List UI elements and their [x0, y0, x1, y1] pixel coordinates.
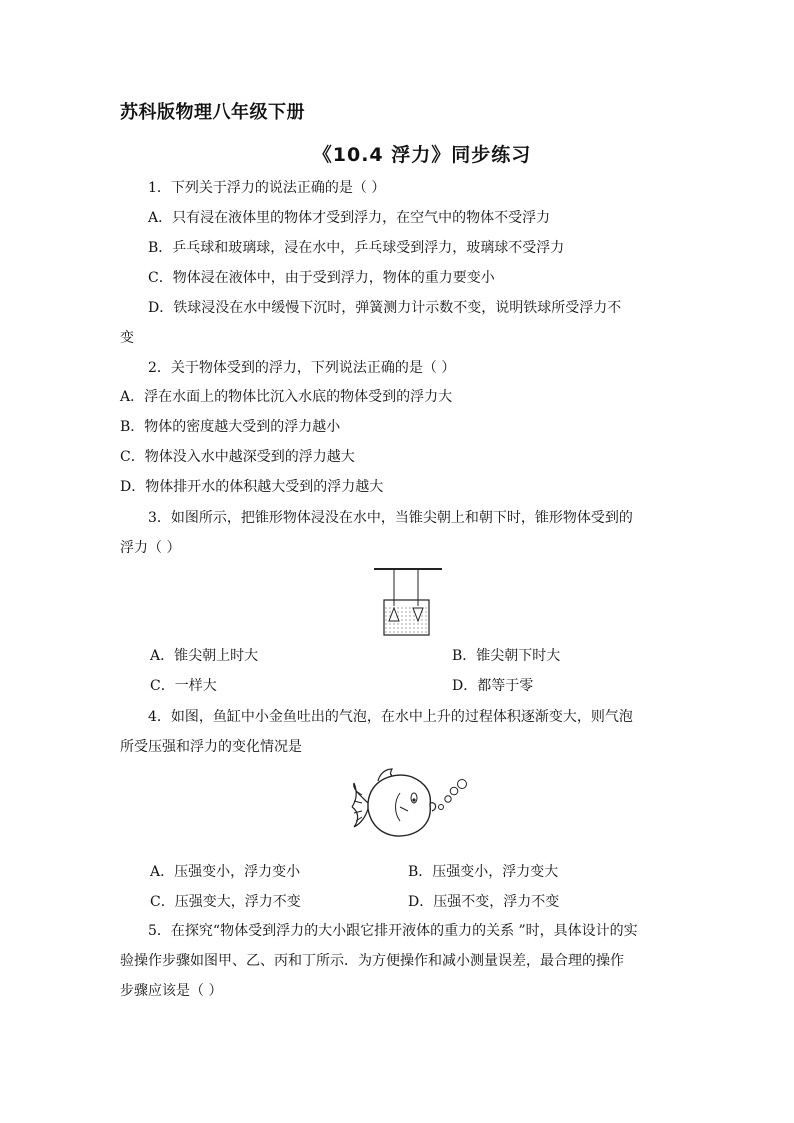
q4-option-a: A．压强变小，浮力变小: [150, 864, 301, 880]
document-title: 《10.4 浮力》同步练习: [312, 144, 532, 166]
q5-stem-continued-1: 验操作步骤如图甲、乙、丙和丁所示．为方便操作和减小测量误差，最合理的操作: [120, 953, 624, 969]
q4-option-b: B．压强变小，浮力变大: [408, 864, 559, 880]
fish-bubbles-figure: [350, 765, 470, 845]
q1-option-d-continued: 变: [120, 330, 134, 346]
q4-option-d: D．压强不变，浮力不变: [408, 894, 560, 910]
q3-option-c: C．一样大: [150, 678, 217, 694]
q5-stem-continued-2: 步骤应该是（ ）: [120, 983, 223, 999]
q3-stem: 3．如图所示，把锥形物体浸没在水中，当锥尖朝上和朝下时，锥形物体受到的: [148, 510, 633, 526]
q1-option-b: B．乒乓球和玻璃球，浸在水中，乒乓球受到浮力，玻璃球不受浮力: [148, 240, 565, 256]
q3-option-d: D．都等于零: [452, 678, 534, 694]
q3-stem-continued: 浮力（ ）: [120, 540, 181, 556]
book-header: 苏科版物理八年级下册: [120, 102, 305, 123]
q4-stem-continued: 所受压强和浮力的变化情况是: [120, 739, 302, 755]
q2-option-c: C．物体没入水中越深受到的浮力越大: [120, 449, 355, 465]
q3-option-b: B．锥尖朝下时大: [452, 648, 561, 664]
q2-option-a: A．浮在水面上的物体比沉入水底的物体受到的浮力大: [120, 389, 453, 405]
q1-option-c: C．物体浸在液体中，由于受到浮力，物体的重力要变小: [148, 270, 495, 286]
q1-option-d: D．铁球浸没在水中缓慢下沉时，弹簧测力计示数不变，说明铁球所受浮力不: [148, 300, 622, 316]
q1-option-a: A．只有浸在液体里的物体才受到浮力，在空气中的物体不受浮力: [148, 210, 551, 226]
q5-stem: 5．在探究“物体受到浮力的大小跟它排开液体的重力的关系 ”时，具体设计的实: [148, 923, 638, 939]
cone-in-water-figure: [372, 566, 444, 638]
q2-option-d: D．物体排开水的体积越大受到的浮力越大: [120, 479, 384, 495]
q2-option-b: B．物体的密度越大受到的浮力越小: [120, 419, 341, 435]
q1-stem: 1．下列关于浮力的说法正确的是（ ）: [148, 180, 386, 196]
q4-option-c: C．压强变大，浮力不变: [150, 894, 301, 910]
q2-stem: 2．关于物体受到的浮力，下列说法正确的是（ ）: [148, 360, 456, 376]
q4-stem: 4．如图，鱼缸中小金鱼吐出的气泡，在水中上升的过程体积逐渐变大，则气泡: [148, 709, 633, 725]
q3-option-a: A．锥尖朝上时大: [150, 648, 259, 664]
